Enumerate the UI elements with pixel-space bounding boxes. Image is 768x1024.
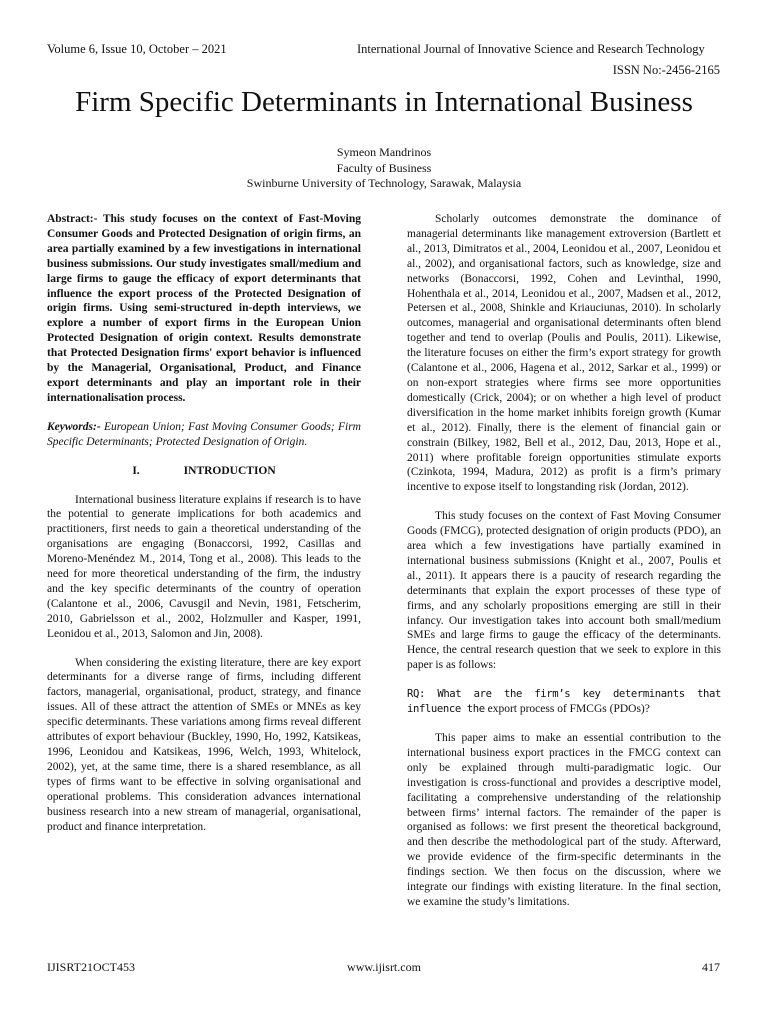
- journal-name: International Journal of Innovative Science and Research Technology: [357, 42, 705, 56]
- right-paragraph-2: This study focuses on the context of Fast Moving Consumer Goods (FMCG), protected designation of origin products (PDO), an area which a few investigations have partially examined in international business submissions (Knight et al., 2007, Poulis et al., 2011). It appears there is a paucity of research regarding the determinants that explain the export processes of these type of firms, and any scholarly propositions emerging are still in their infancy. Our investigation takes into account both small/medium SMEs and large firms to gauge the efficacy of the determinants. Hence, the central research question that we seek to explore in this paper is as follows:: [407, 510, 721, 672]
- author-name: Symeon Mandrinos: [336, 145, 432, 159]
- keywords-text: European Union; Fast Moving Consumer Goods; Firm Specific Determinants; Protected Designation of Origin.: [47, 420, 361, 448]
- intro-paragraph-2: When considering the existing literature, there are key export determinants for a diverse range of firms, including different factors, managerial, organisational, product, strategy, and finance issues. All of these attract the attention of SMEs or MNEs as key specific determinants. These variations among firms reveal different attributes of export behaviour (Buckley, 1990, Ho, 1992, Katsikeas, 1996, Leonidou and Katsikeas, 1996, Welch, 1993, Whitelock, 2002), yet, at the same time, there is a shared resemblance, as all types of firms want to be effective in solving organisational and operational problems. This consideration advances international business research into a new stream of managerial, organisational, product and finance interpretation.: [47, 656, 361, 833]
- abstract-label: Abstract:-: [47, 213, 98, 225]
- section-heading: [47, 464, 361, 479]
- keywords-label: Keywords:-: [47, 420, 101, 433]
- section-title: INTRODUCTION: [183, 464, 276, 477]
- keywords: [47, 420, 361, 450]
- research-question-suffix: export process of FMCGs (PDOs)?: [484, 703, 650, 716]
- intro-paragraph-1: International business literature explains if research is to have the potential to generate implications for both academics and practitioners, first needs to gain a theoretical understanding of the organisations are engaging (Bonaccorsi, 1992, Casillas and Moreno-Menéndez M., 2014, Tong et al., 2008). This leads to the need for more theoretical understanding of the firm, the industry and the key specific determinants of the country of operation (Calantone et al., 2006, Cavusgil and Nevin, 1981, Fetscherim, 2010, Gabrielsson et al., 2002, Holzmuller and Kasper, 1991, Leonidou et al., 2013, Salomon and Jin, 2008).: [47, 493, 361, 640]
- abstract-text: This study focuses on the context of Fast-Moving Consumer Goods and Protected Designation of origin firms, an area partially examined by a few investigations in international business submissions. Our study investigates small/medium and large firms to gauge the efficacy of export determinants that influence the export process of the Protected Designation of origin firms. Using semi-structured in-depth interviews, we explore a number of export firms in the European Union Protected Designation of origin context. Results demonstrate that Protected Designation firms' export behavior is influenced by the Managerial, Organisational, Product, and Finance export determinants and play an important role in their internationalisation process.: [47, 213, 361, 404]
- author-block: [0, 145, 768, 192]
- research-question-prefix: RQ: What are the firm’s key determinants that influence the: [407, 688, 721, 716]
- right-column: [407, 212, 721, 910]
- page-number: 417: [702, 960, 720, 974]
- left-column: [47, 212, 361, 834]
- paper-code: IJISRT21OCT453: [47, 960, 135, 974]
- paper-title: Firm Specific Determinants in International Business: [75, 86, 693, 118]
- research-question: [407, 687, 721, 717]
- right-paragraph-1: Scholarly outcomes demonstrate the dominance of managerial determinants like management extroversion (Bartlett et al., 2013, Dimitratos et al., 2004, Leonidou et al., 2007, Leonidou et al., 2002), and organisational factors, such as knowledge, size and networks (Bonaccorsi, 1992, Cohen and Levinthal, 1990, Hohenthala et al., 2014, Leonidou et al., 2007, Madsen et al., 2012, Petersen et al., 2008, Shinkle and Kriauciunas, 2010). In scholarly outcomes, managerial and organisational determinants often blend together and tend to overlap (Poulis and Poulis, 2011). Likewise, the literature focuses on either the firm’s export strategy for growth (Calantone et al., 2006, Hagena et al., 2012, Sarkar et al., 1999) or on non-export strategies where firms see more opportunities domestically (Crick, 2004); or on whether a high level of product diversification in the home market inhibits foreign growth (Kumar et al., 2012). Finally, there is the element of financial gain or constrain (Bilkey, 1982, Bell et al., 2012, Dau, 2013, Hope et al., 2011) where profitable foreign opportunities stimulate exports (Czinkota, 1994, Madura, 2012) as profit is a firm’s primary incentive to expose itself to longstanding risk (Jordan, 2012).: [407, 213, 721, 494]
- journal-url: www.ijisrt.com: [347, 960, 421, 974]
- author-faculty: Faculty of Business: [336, 160, 432, 175]
- section-number: I.: [132, 464, 140, 477]
- abstract: [47, 212, 361, 406]
- author-institution: Swinburne University of Technology, Sarawak, Malaysia: [246, 176, 522, 190]
- right-paragraph-3: This paper aims to make an essential contribution to the international business export practices in the FMCG context can only be explained through multi-paradigmatic logic. Our investigation is cross-functional and provides a descriptive model, facilitating a comprehensive understanding of the relationship between firms’ internal factors. The remainder of the paper is organised as follows: we first present the theoretical background, and then describe the methodological part of the study. Afterward, we provide evidence of the firm-specific determinants in the findings section. We then focus on the discussion, where we integrate our findings with existing literature. In the final section, we examine the study’s limitations.: [407, 732, 721, 908]
- issn: ISSN No:-2456-2165: [612, 63, 720, 77]
- volume-issue: Volume 6, Issue 10, October – 2021: [47, 42, 227, 56]
